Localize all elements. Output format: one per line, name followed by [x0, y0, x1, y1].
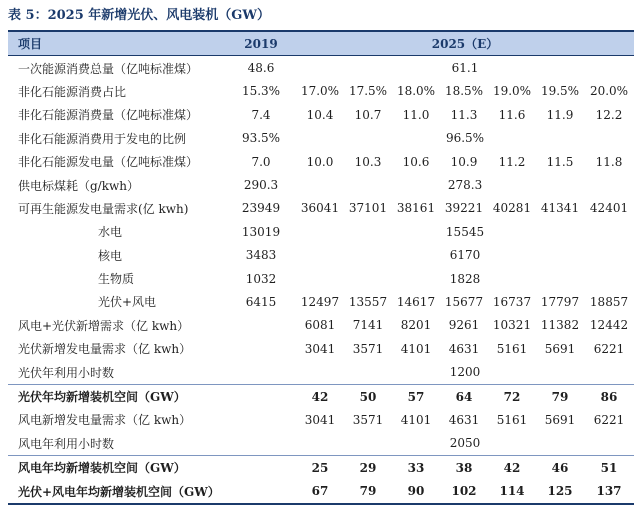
table-row	[8, 337, 634, 360]
cell-2019: 13019	[241, 224, 281, 239]
cell-2025-scenario-6: 11.5	[546, 154, 574, 169]
row-label: 风电年利用小时数	[18, 436, 115, 451]
cell-2025-scenario-1: 3041	[304, 341, 336, 356]
cell-2025-scenario-3: 33	[392, 456, 440, 480]
cell-2025-scenario-1: 42	[296, 384, 344, 408]
cell-2025-merged: 61.1	[451, 61, 479, 76]
cell-2025-scenario-1: 36041	[300, 201, 340, 216]
cell-2025-scenario-1: 10.0	[306, 154, 334, 169]
cell-2025-scenario-5: 5161	[496, 412, 528, 427]
cell-2025-scenario-5: 72	[488, 384, 536, 408]
cell-2025-scenario-6: 5691	[544, 412, 576, 427]
cell-2025-scenario-4: 39221	[444, 201, 484, 216]
cell-2025-scenario-4: 4631	[448, 341, 480, 356]
cell-2025-scenario-5: 11.6	[498, 107, 526, 122]
cell-2025-scenario-4: 102	[440, 479, 488, 503]
table-row	[8, 103, 634, 126]
cell-2025-scenario-7: 86	[584, 384, 634, 408]
cell-2025-scenario-4: 38	[440, 456, 488, 480]
cell-2025-scenario-3: 4101	[400, 341, 432, 356]
cell-2025-scenario-5: 10321	[492, 318, 532, 333]
cell-2025-scenario-6: 46	[536, 456, 584, 480]
cell-2025-merged: 1200	[449, 365, 481, 380]
cell-2019: 290.3	[243, 178, 279, 193]
cell-2025-scenario-4: 9261	[448, 318, 480, 333]
cell-2025-scenario-3: 57	[392, 384, 440, 408]
cell-2025-scenario-5: 16737	[492, 294, 532, 309]
cell-2025-scenario-4: 10.9	[450, 154, 478, 169]
header-row	[8, 31, 634, 56]
cell-2025-scenario-3: 90	[392, 479, 440, 503]
row-label: 非化石能源消费量（亿吨标准煤）	[18, 108, 199, 123]
cell-2025-scenario-5: 42	[488, 456, 536, 480]
cell-2025-scenario-6: 19.5%	[540, 84, 580, 99]
table-row	[8, 244, 634, 267]
row-label: 非化石能源消费用于发电的比例	[18, 131, 187, 146]
cell-2019: 6415	[245, 294, 277, 309]
row-label: 光伏年利用小时数	[18, 365, 115, 380]
table-row	[8, 314, 634, 337]
cell-2019	[226, 384, 296, 408]
cell-2019	[226, 314, 296, 337]
cell-2025-scenario-7: 11.8	[595, 154, 623, 169]
table-row	[8, 384, 634, 408]
cell-2025-merged: 6170	[449, 248, 481, 263]
cell-2019: 7.0	[251, 154, 271, 169]
table-row	[8, 267, 634, 290]
cell-2025-scenario-6: 125	[536, 479, 584, 503]
cell-2025-scenario-7: 20.0%	[589, 84, 629, 99]
table-row	[8, 56, 634, 80]
cell-2025-scenario-2: 10.7	[354, 107, 382, 122]
cell-2025-scenario-7: 12.2	[595, 107, 623, 122]
table-row	[8, 456, 634, 480]
row-label: 非化石能源发电量（亿吨标准煤）	[18, 155, 199, 170]
table-row	[8, 127, 634, 150]
cell-2025-scenario-4: 18.5%	[444, 84, 484, 99]
cell-2025-scenario-7: 18857	[589, 294, 629, 309]
cell-2025-scenario-7: 42401	[589, 201, 629, 216]
table-row	[8, 80, 634, 103]
cell-2019: 93.5%	[241, 131, 281, 146]
cell-2025-scenario-1: 17.0%	[300, 84, 340, 99]
cell-2025-scenario-2: 37101	[348, 201, 388, 216]
table-row	[8, 408, 634, 431]
cell-2025-scenario-2: 3571	[352, 412, 384, 427]
cell-2025-merged: 15545	[445, 224, 485, 239]
cell-2025-scenario-3: 4101	[400, 412, 432, 427]
cell-2025-scenario-3: 38161	[396, 201, 436, 216]
cell-2025-scenario-7: 6221	[593, 341, 625, 356]
cell-2025-scenario-6: 41341	[540, 201, 580, 216]
header-item: 项目	[8, 31, 226, 56]
cell-2025-scenario-1: 12497	[300, 294, 340, 309]
cell-2019	[226, 456, 296, 480]
cell-2025-scenario-2: 3571	[352, 341, 384, 356]
cell-2025-scenario-2: 10.3	[354, 154, 382, 169]
row-label: 光伏新增发电量需求（亿 kwh）	[18, 342, 192, 357]
cell-2025-scenario-3: 10.6	[402, 154, 430, 169]
cell-2025-scenario-1: 25	[296, 456, 344, 480]
cell-2025-scenario-7: 137	[584, 479, 634, 503]
cell-2019: 15.3%	[241, 84, 281, 99]
cell-2019: 1032	[245, 271, 277, 286]
cell-2025-scenario-2: 13557	[348, 294, 388, 309]
cell-2025-scenario-2: 79	[344, 479, 392, 503]
header-2019: 2019	[226, 31, 296, 56]
cell-2025-scenario-6: 79	[536, 384, 584, 408]
cell-2019: 48.6	[247, 61, 275, 76]
cell-2025-scenario-1: 3041	[304, 412, 336, 427]
row-label: 水电	[98, 225, 123, 240]
table-row	[8, 479, 634, 503]
cell-2019	[226, 360, 296, 384]
cell-2025-merged: 2050	[449, 436, 481, 451]
row-label: 可再生能源发电量需求(亿 kwh)	[18, 201, 189, 216]
cell-2025-scenario-3: 11.0	[402, 107, 430, 122]
cell-2025-scenario-4: 4631	[448, 412, 480, 427]
cell-2025-scenario-5: 114	[488, 479, 536, 503]
cell-2025-scenario-7: 12442	[589, 318, 629, 333]
cell-2025-scenario-5: 5161	[496, 341, 528, 356]
cell-2025-merged: 1828	[449, 271, 481, 286]
table-row	[8, 360, 634, 384]
cell-2025-scenario-6: 11382	[540, 318, 580, 333]
cell-2019: 7.4	[251, 107, 271, 122]
table-row	[8, 290, 634, 313]
cell-2025-scenario-4: 15677	[444, 294, 484, 309]
table-row	[8, 432, 634, 456]
data-table	[8, 30, 634, 505]
cell-2025-scenario-2: 29	[344, 456, 392, 480]
table-row	[8, 220, 634, 243]
row-label: 风电年均新增装机空间（GW）	[8, 456, 226, 480]
cell-2025-merged: 96.5%	[445, 131, 485, 146]
cell-2025-scenario-1: 67	[296, 479, 344, 503]
row-label: 风电+光伏新增需求（亿 kwh）	[18, 318, 190, 333]
cell-2019	[226, 337, 296, 360]
row-label: 一次能源消费总量（亿吨标准煤）	[18, 61, 199, 76]
table-row	[8, 150, 634, 173]
table-title: 表 5：2025 年新增光伏、风电装机（GW）	[8, 8, 270, 23]
cell-2025-scenario-2: 17.5%	[348, 84, 388, 99]
row-label: 风电新增发电量需求（亿 kwh）	[18, 413, 192, 428]
cell-2025-scenario-5: 19.0%	[492, 84, 532, 99]
cell-2025-scenario-3: 14617	[396, 294, 436, 309]
cell-2019	[226, 408, 296, 431]
cell-2025-merged: 278.3	[447, 178, 483, 193]
cell-2025-scenario-2: 50	[344, 384, 392, 408]
table-body	[8, 56, 634, 504]
cell-2025-scenario-4: 11.3	[450, 107, 478, 122]
cell-2025-scenario-6: 11.9	[546, 107, 574, 122]
cell-2025-scenario-7: 6221	[593, 412, 625, 427]
cell-2025-scenario-5: 11.2	[498, 154, 526, 169]
row-label: 光伏+风电年均新增装机空间（GW）	[8, 479, 226, 503]
cell-2025-scenario-3: 18.0%	[396, 84, 436, 99]
cell-2025-scenario-6: 5691	[544, 341, 576, 356]
header-2025: 2025（E）	[296, 31, 634, 56]
cell-2025-scenario-6: 17797	[540, 294, 580, 309]
row-label: 供电标煤耗（g/kwh）	[18, 178, 139, 193]
table-row	[8, 197, 634, 220]
cell-2025-scenario-7: 51	[584, 456, 634, 480]
cell-2025-scenario-2: 7141	[352, 318, 384, 333]
row-label: 核电	[98, 248, 123, 263]
row-label: 非化石能源消费占比	[18, 84, 127, 99]
cell-2019	[226, 479, 296, 503]
cell-2025-scenario-5: 40281	[492, 201, 532, 216]
cell-2025-scenario-4: 64	[440, 384, 488, 408]
cell-2019: 3483	[245, 248, 277, 263]
row-label: 生物质	[98, 272, 135, 287]
cell-2025-scenario-1: 10.4	[306, 107, 334, 122]
cell-2019	[226, 432, 296, 456]
row-label: 光伏年均新增装机空间（GW）	[8, 384, 226, 408]
row-label: 光伏+风电	[98, 295, 157, 310]
cell-2025-scenario-3: 8201	[400, 318, 432, 333]
cell-2025-scenario-1: 6081	[304, 318, 336, 333]
cell-2019: 23949	[241, 201, 281, 216]
table-row	[8, 173, 634, 196]
